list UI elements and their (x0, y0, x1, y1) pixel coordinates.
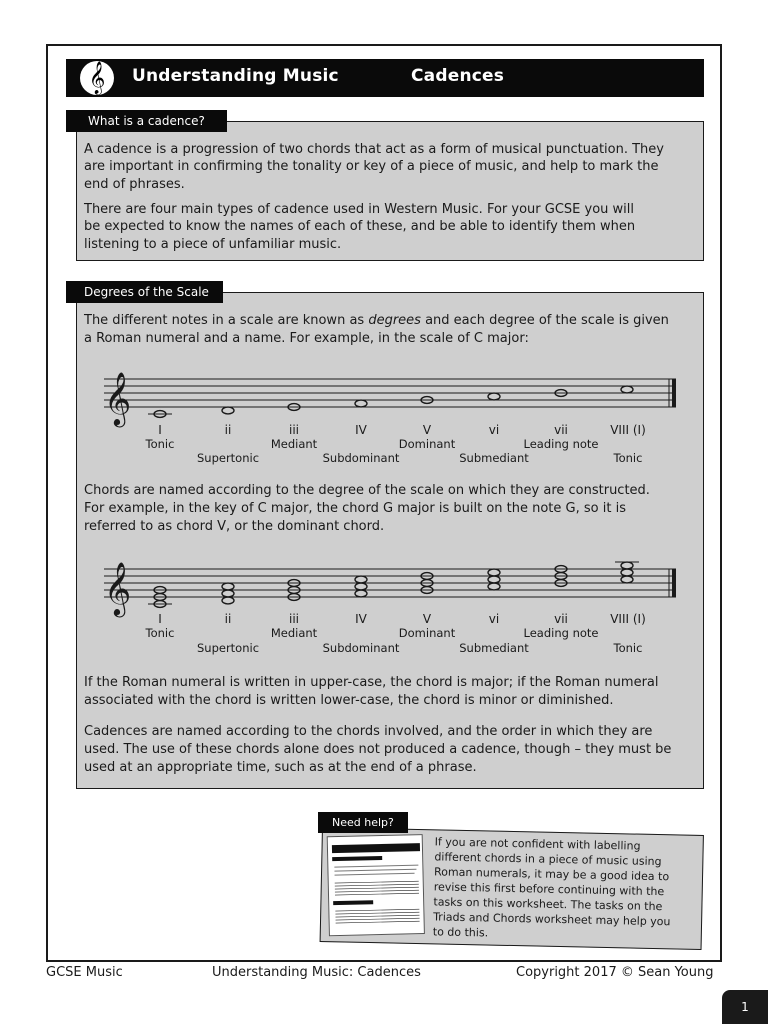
degree-name: Supertonic (196, 451, 260, 465)
cadence-types-line: There are four main types of cadence used in Western Music. For your GCSE you will (84, 202, 634, 217)
chord-note (222, 590, 234, 597)
scale-numeral: I (158, 423, 162, 437)
need-help-tab: Need help? (318, 812, 408, 833)
chord-degree-name: Dominant (398, 626, 456, 640)
chord-note (621, 569, 633, 576)
scale-note (222, 407, 234, 414)
chord-numeral: V (422, 612, 432, 626)
section-tab-degrees: Degrees of the Scale (66, 281, 223, 303)
chord-numeral: vi (488, 612, 500, 626)
scale-note (621, 386, 633, 393)
cadence-naming-line: used at an appropriate time, such as at the end of a phrase. (84, 760, 477, 775)
cadence-definition-line: end of phrases. (84, 177, 185, 192)
chords-explanation-line: referred to as chord V, or the dominant chord. (84, 519, 385, 534)
chord-note (621, 576, 633, 583)
scale-note (488, 393, 500, 400)
degrees-intro-line: The different notes in a scale are known as degrees and each degree of the scale is given (84, 313, 669, 328)
chord-degree-name: Mediant (270, 626, 318, 640)
treble-clef-icon: 𝄞 (104, 561, 132, 615)
worksheet-thumbnail (327, 834, 425, 936)
chord-numeral: VIII (I) (610, 612, 646, 626)
degree-name: Tonic (145, 437, 175, 451)
cadence-definition-line: A cadence is a progression of two chords that act as a form of musical punctuation. They (84, 142, 664, 157)
emphasis-degrees: degrees (368, 313, 421, 328)
degrees-intro-line: a Roman numeral and a name. For example, in the scale of C major: (84, 331, 529, 346)
cadence-types-line: listening to a piece of unfamiliar music. (84, 237, 342, 252)
chord-degree-name: Tonic (613, 641, 643, 655)
chord-numeral: ii (224, 612, 232, 626)
chords-explanation-line: Chords are named according to the degree of the scale on which they are constructed. (84, 483, 650, 498)
scale-numeral: vii (554, 423, 568, 437)
treble-clef-icon: 𝄞 (104, 371, 132, 425)
degree-name: Dominant (398, 437, 456, 451)
footer-course: GCSE Music (46, 965, 123, 980)
scale-numeral: IV (355, 423, 367, 437)
scale-note (355, 400, 367, 407)
chord-degree-name: Subdominant (322, 641, 400, 655)
cadence-naming-line: used. The use of these chords alone does not produced a cadence, though – they must be (84, 742, 672, 757)
chord-degree-name: Submediant (459, 641, 529, 655)
numeral-case-line: associated with the chord is written lower-case, the chord is minor or diminished. (84, 693, 614, 708)
chord-numeral: vii (554, 612, 568, 626)
chord-note (222, 583, 234, 590)
degree-name: Leading note (523, 437, 599, 451)
scale-numeral: ii (224, 423, 232, 437)
degree-name: Mediant (270, 437, 318, 451)
chord-numeral: I (158, 612, 162, 626)
worksheet-thumbnail-image (328, 835, 425, 936)
numeral-case-line: If the Roman numeral is written in upper-case, the chord is major; if the Roman numeral (84, 675, 659, 690)
chord-note (355, 583, 367, 590)
chords-explanation-line: For example, in the key of C major, the chord G major is built on the note G, so it is (84, 501, 626, 516)
scale-numeral: V (422, 423, 432, 437)
degree-name: Subdominant (322, 451, 400, 465)
cadence-naming-line: Cadences are named according to the chords involved, and the order in which they are (84, 724, 653, 739)
chord-note (621, 562, 633, 569)
chord-numeral: iii (288, 612, 300, 626)
cadence-definition-line: are important in confirming the tonality or key of a piece of music, and help to mark the (84, 159, 659, 174)
c-major-scale-staff (96, 360, 686, 430)
chord-degree-name: Leading note (523, 626, 599, 640)
chord-note (488, 583, 500, 590)
chord-note (355, 576, 367, 583)
header-title: Understanding Music (132, 66, 339, 86)
worksheet-header (66, 59, 704, 97)
chord-note (488, 569, 500, 576)
chord-degree-name: Tonic (145, 626, 175, 640)
need-help-box (320, 827, 704, 950)
chord-note (222, 597, 234, 604)
c-major-triads-staff (96, 550, 686, 620)
degree-name: Submediant (459, 451, 529, 465)
need-help-text: If you are not confident with labelling different chords in a piece of music using Roman numerals, it may be a good idea to revise this first before continuing with the tasks on this worksheet. The tasks on the Triads and Chords worksheet may help you to do this. (432, 835, 671, 940)
chord-note (355, 590, 367, 597)
scale-numeral: iii (288, 423, 300, 437)
footer-title: Understanding Music: Cadences (212, 965, 421, 980)
chord-note (488, 576, 500, 583)
cadence-types-line: be expected to know the names of each of these, and be able to identify them when (84, 219, 636, 234)
header-topic: Cadences (411, 66, 505, 86)
scale-numeral: vi (488, 423, 500, 437)
scale-numeral: VIII (I) (610, 423, 646, 437)
chord-numeral: IV (355, 612, 367, 626)
treble-clef-logo-icon: 𝄞 (80, 61, 114, 95)
section-tab-what-is-cadence: What is a cadence? (66, 110, 227, 132)
degree-name: Tonic (613, 451, 643, 465)
chord-degree-name: Supertonic (196, 641, 260, 655)
page-number: 1 (722, 990, 768, 1024)
footer-copyright: Copyright 2017 © Sean Young (516, 965, 714, 980)
